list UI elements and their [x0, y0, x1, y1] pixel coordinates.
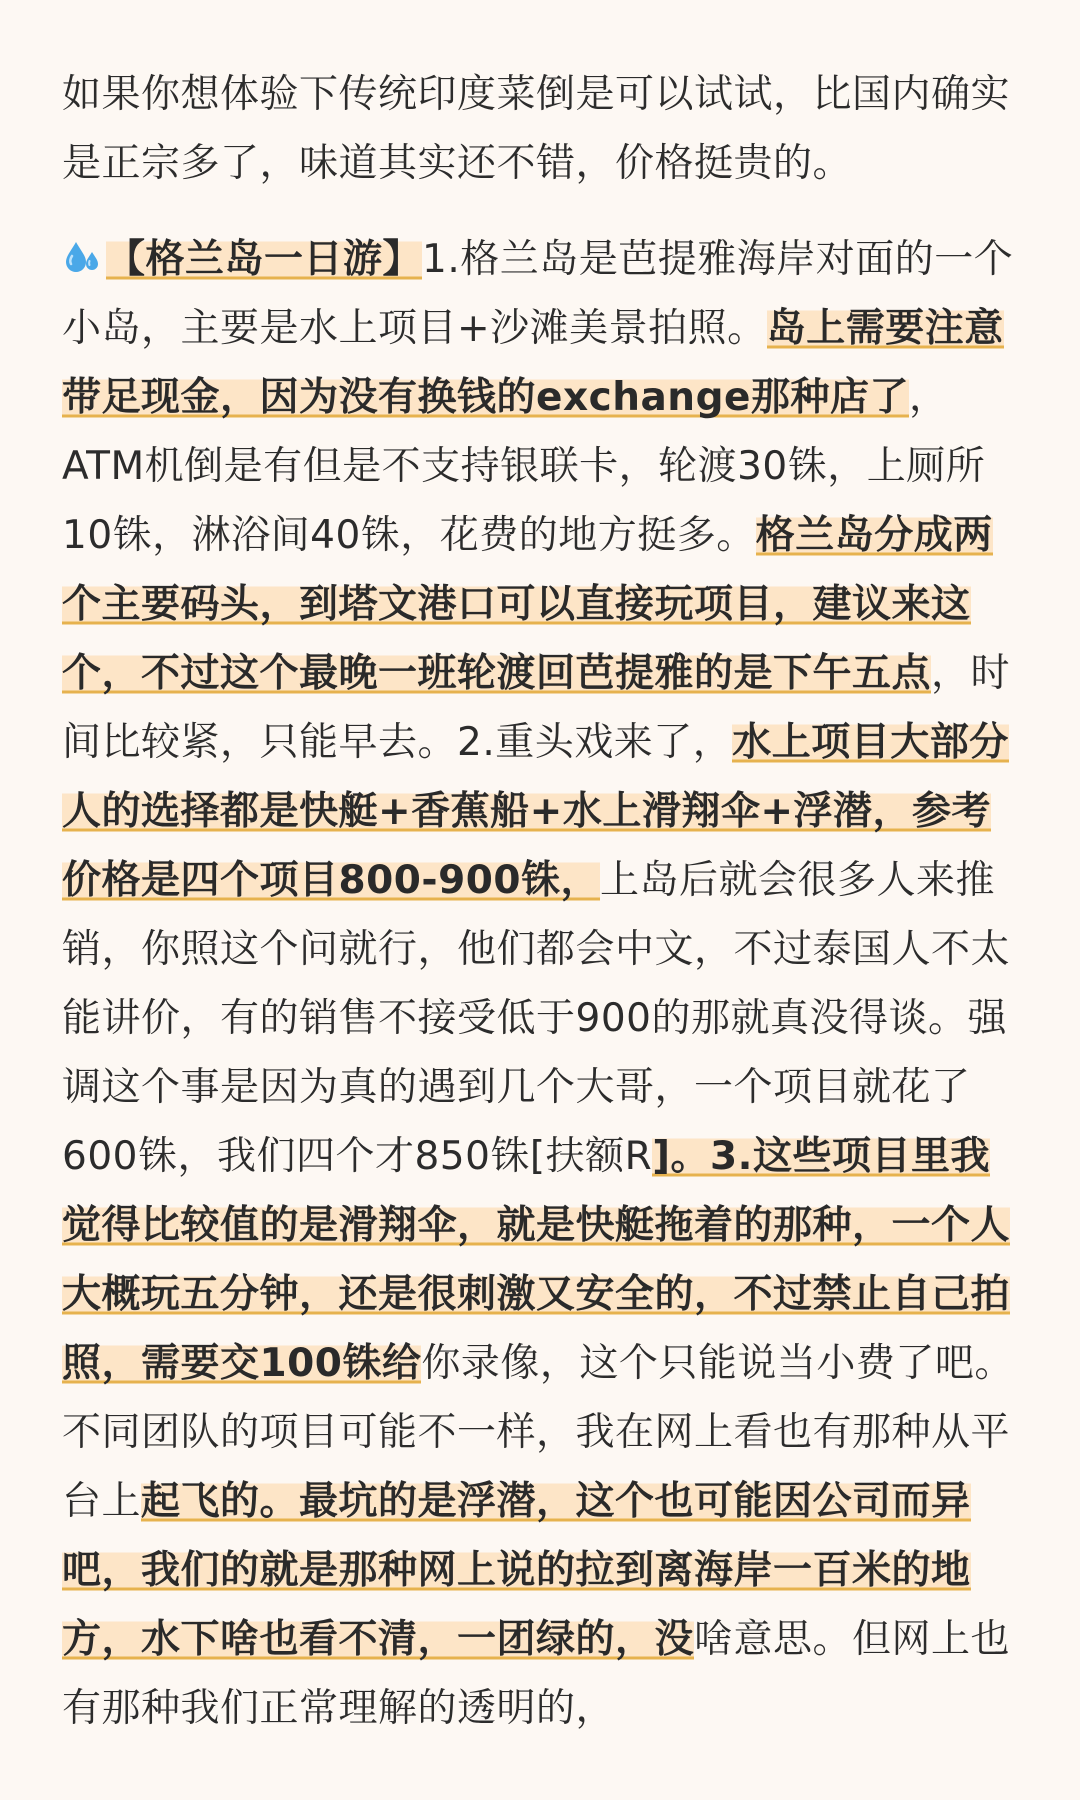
body-text-6: 啥意思。但网上也有那种我们正常理解的透明的，	[62, 1617, 1011, 1731]
body-text-2: ，ATM机倒是有但是不支持银联卡，轮渡30铢，上厕所10铢，淋浴间40铢，花费的地方挺多。	[62, 375, 986, 558]
section-title: 【格兰岛一日游】	[106, 237, 423, 282]
highlight-water-activities: 水上项目大部分人的选择都是快艇+香蕉船+水上滑翔伞+浮潜，参考价格是四个项目800-900铢，	[62, 720, 1009, 903]
highlight-parasailing: ]。3.这些项目里我觉得比较值的是滑翔伞，就是快艇拖着的那种，一个人大概玩五分钟，还是很刺激又安全的，不过禁止自己拍照，需要交100铢给	[62, 1134, 1011, 1386]
highlight-snorkeling: 起飞的。最坑的是浮潜，这个也可能因公司而异吧，我们的就是那种网上说的拉到离海岸一百米的地方，水下啥也看不清，一团绿的，没	[62, 1479, 971, 1662]
intro-paragraph	[62, 60, 1020, 198]
intro-text: 如果你想体验下传统印度菜倒是可以试试，比国内确实是正宗多了，味道其实还不错，价格挺贵的。	[62, 72, 1011, 186]
highlight-cash: 岛上需要注意带足现金，因为没有换钱的exchange那种店了	[62, 306, 1004, 420]
body-text-1: 1.格兰岛是芭提雅海岸对面的一个小岛，主要是水上项目+沙滩美景拍照。	[62, 237, 1014, 351]
island-trip-paragraph	[62, 225, 1020, 1743]
body-text-4: 上岛后就会很多人来推销，你照这个问就行，他们都会中文，不过泰国人不太能讲价，有的销售不接受低于900的那就真没得谈。强调这个事是因为真的遇到几个大哥，一个项目就花了600铢，我们四个才850铢[扶额R	[62, 858, 1011, 1179]
body-text-3: ，时间比较紧，只能早去。2.重头戏来了，	[62, 651, 1011, 765]
highlight-pier: 格兰岛分成两个主要码头，到塔文港口可以直接玩项目，建议来这个，不过这个最晚一班轮渡回芭提雅的是下午五点	[62, 513, 993, 696]
sweat-droplets-icon	[62, 231, 102, 271]
body-text-5: 你录像，这个只能说当小费了吧。不同团队的项目可能不一样，我在网上看也有那种从平台上	[62, 1341, 1014, 1524]
